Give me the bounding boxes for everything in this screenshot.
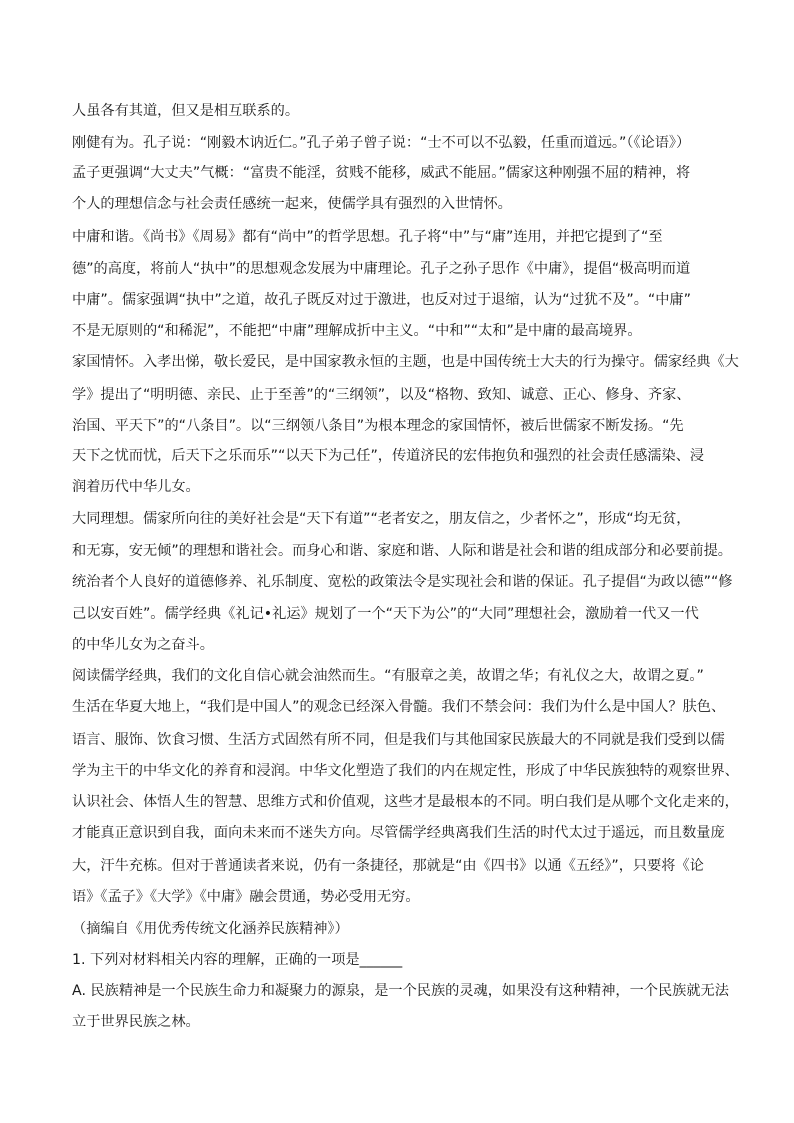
text-line: 生活在华夏大地上，“我们是中国人”的观念已经深入骨髓。我们不禁会问：我们为什么是中国人？肤色、 bbox=[72, 699, 726, 715]
text-line: 统治者个人良好的道德修养、礼乐制度、宽松的政策法令是实现社会和谐的保证。孔子提倡“为政以德”“修 bbox=[72, 574, 733, 590]
text-line: 学为主干的中华文化的养育和浸润。中华文化塑造了我们的内在规定性，形成了中华民族独特的观察世界、 bbox=[72, 763, 739, 779]
text-line: 中庸”。儒家强调“执中”之道，故孔子既反对过于激进，也反对过于退缩，认为“过犹不及”。“中庸” bbox=[72, 292, 691, 308]
text-line: 个人的理想信念与社会责任感统一起来，使儒学具有强烈的入世情怀。 bbox=[72, 196, 512, 212]
text-line: 德”的高度，将前人“执中”的思想观念发展为中庸理论。孔子之孙子思作《中庸》，提倡“极高明而道 bbox=[72, 261, 691, 277]
source-attribution: （摘编自《用优秀传统文化涵养民族精神》） bbox=[72, 921, 349, 937]
text-line: 学》提出了“明明德、亲民、止于至善”的“三纲领”，以及“格物、致知、诚意、正心、修身、齐家、 bbox=[72, 387, 691, 403]
text-line: 人虽各有其道，但又是相互联系的。 bbox=[72, 103, 300, 119]
text-line: 中庸和谐。《尚书》《周易》都有“尚中”的哲学思想。孔子将“中”与“庸”连用，并把它提到了“至 bbox=[72, 229, 663, 245]
text-line: 语》《孟子》《大学》《中庸》融会贯通，势必受用无穷。 bbox=[72, 889, 420, 905]
text-line: 和无寡，安无倾”的理想和谐社会。而身心和谐、家庭和谐、人际和谐是社会和谐的组成部分和必要前提。 bbox=[72, 543, 732, 559]
text-line: 己以安百姓”。儒学经典《礼记•礼运》规划了一个“天下为公”的“大同”理想社会，激励着一代又一代 bbox=[72, 606, 699, 622]
text-line: 大同理想。儒家所向往的美好社会是“天下有道”“老者安之，朋友信之，少者怀之”，形成“均无贫， bbox=[72, 511, 691, 527]
question-stem: 1. 下列对材料相关内容的理解，正确的一项是______ bbox=[72, 952, 403, 968]
text-line: 语言、服饰、饮食习惯、生活方式固然有所不同，但是我们与其他国家民族最大的不同就是我们受到以儒 bbox=[72, 732, 725, 748]
text-line: 家国情怀。入孝出悌，敬长爱民，是中国家教永恒的主题，也是中国传统士大夫的行为操守。儒家经典《大 bbox=[72, 354, 739, 370]
text-line: 不是无原则的“和稀泥”，不能把“中庸”理解成折中主义。“中和”“太和”是中庸的最高境界。 bbox=[72, 323, 642, 339]
text-line: 大，汗牛充栋。但对于普通读者来说，仍有一条捷径，那就是“由《四书》以通《五经》”，只要将《论 bbox=[72, 858, 704, 874]
text-line: 刚健有为。孔子说：“刚毅木讷近仁。”孔子弟子曾子说：“士不可以不弘毅，任重而道远。”（《论语》） bbox=[72, 135, 691, 151]
text-line: 认识社会、体悟人生的智慧、思维方式和价值观，这些才是最根本的不同。明白我们是从哪个文化走来的， bbox=[72, 794, 739, 810]
answer-option-a: A. 民族精神是一个民族生命力和凝聚力的源泉，是一个民族的灵魂，如果没有这种精神，一个民族就无法 bbox=[72, 983, 729, 999]
text-line: 治国、平天下”的“八条目”。以“三纲领八条目”为根本理念的家国情怀，被后世儒家不断发扬。“先 bbox=[72, 418, 684, 434]
text-line: 孟子更强调“大丈夫”气概：“富贵不能淫，贫贱不能移，威武不能屈。”儒家这种刚强不屈的精神，将 bbox=[72, 165, 691, 181]
text-line: 天下之忧而忧，后天下之乐而乐”“以天下为己任”，传道济民的宏伟抱负和强烈的社会责任感濡染、浸 bbox=[72, 448, 705, 464]
text-line: 才能真正意识到自我，面向未来而不迷失方向。尽管儒学经典离我们生活的时代太过于遥远，而且数量庞 bbox=[72, 825, 725, 841]
answer-option-a-continued: 立于世界民族之林。 bbox=[72, 1014, 200, 1030]
text-line: 润着历代中华儿女。 bbox=[72, 479, 200, 495]
text-line: 阅读儒学经典，我们的文化自信心就会油然而生。“有服章之美，故谓之华；有礼仪之大，故谓之夏。” bbox=[72, 668, 704, 684]
text-line: 的中华儿女为之奋斗。 bbox=[72, 637, 214, 653]
